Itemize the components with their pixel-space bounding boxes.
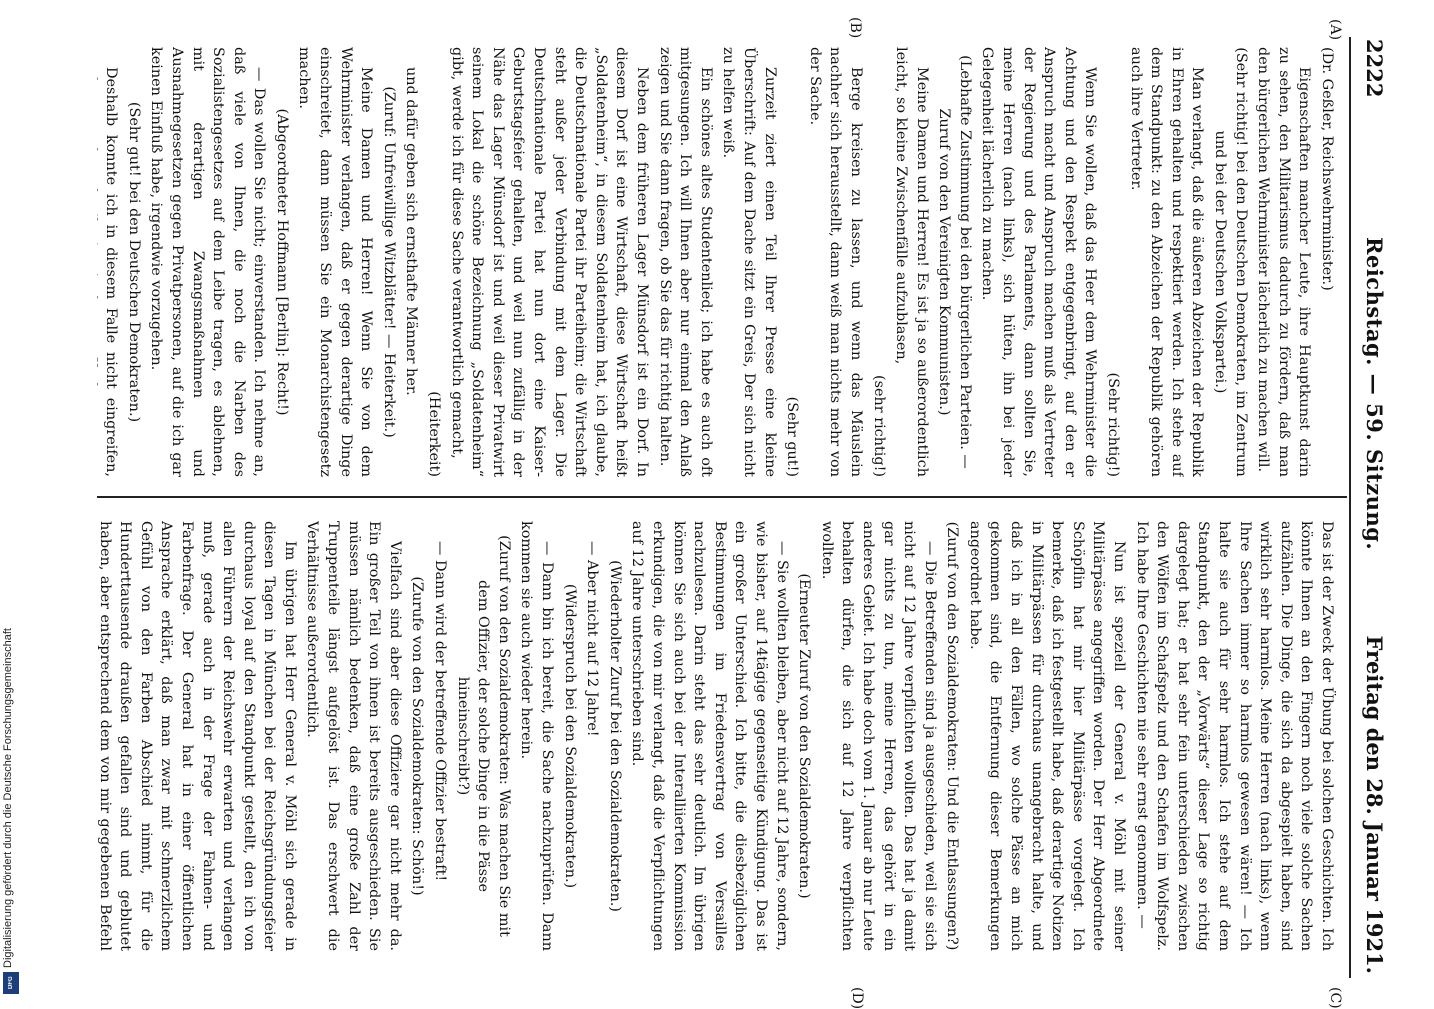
running-title: Reichstag. — 59. Sitzung. (1362, 237, 1387, 551)
left-column-paragraph: Wenn Sie wollen, daß das Heer dem Wehrminister die Achtung und den Respekt entgegenbringt, auf den er Anspruch macht und Anspruch machen muß als Vertreter der Regierung und des Parlaments, dann sollten Sie, meine Herren (nach links), sich hüten, ihn bei jeder Gelegenheit lächerlich zu machen. (979, 47, 1099, 477)
margin-mark-d: (D) (849, 987, 865, 1009)
left-column-paragraph: (Sehr richtig!) (1105, 372, 1122, 477)
right-column-paragraph: (Zurufe von den Sozialdemokraten: Schön!) (409, 576, 426, 896)
footer-credit: Digitalisierung gefördert durch die Deutsche Forschungsgemeinschaft (2, 628, 14, 968)
left-column-paragraph: Meine Damen und Herren! Wenn Sie von dem Wehrminister verlangen, daß er gegen derartige Dinge einschreitet, dann müssen Sie ein Monarchistengesetz machen. (296, 47, 375, 477)
right-column-paragraph: (Zuruf von den Sozialdemokraten: Und die Entlassungen?) (944, 521, 961, 951)
left-column-paragraph: (Sehr gut!) (784, 396, 801, 477)
right-column-paragraph: — Aber nicht auf 12 Jahre! (584, 541, 601, 737)
page-header (1355, 37, 1391, 978)
left-column-paragraph: Eigenschaften mancher Leute, ihre Hauptkunst darin zu sehen, den Militarismus dadurch zu fördern, daß man den bürgerlichen Wehrminister lächerlich zu machen will. (1255, 47, 1313, 477)
column-rule (97, 496, 1347, 498)
left-column-paragraph: Berge kreisen zu lassen, und wenn das Mäuslein nachher sich herausstellt, dann weiß man nichts mehr von der Sache. (806, 47, 864, 477)
left-column-paragraph: (Zuruf: Unfreiwillige Witzblätter! — Heiterkeit.) (380, 86, 397, 438)
margin-mark-b: (B) (847, 17, 863, 39)
right-column-paragraph: — Die Betreffenden sind ja ausgeschieden, weil sie sich nicht auf 12 Jahre verpflichten wollten. Das hat ja damit gar nichts zu tun, meine Herren, das gehört in ein anderes Gebiet. Ich habe doch vom 1. Januar ab nur Leute behalten dürfen, die sich auf 12 Jahre verpflichten wollten. (818, 521, 938, 951)
left-column-paragraph: (Sehr gut! bei den Deutschen Demokraten.) (125, 101, 142, 423)
left-column-paragraph: (Heiterkeit) (426, 391, 443, 477)
session-date: Freitag den 28. Januar 1921. (1362, 635, 1387, 974)
dfg-logo-icon (3, 972, 19, 994)
digitization-footer (2, 38, 20, 998)
left-column-paragraph: (Abgeordneter Hoffmann [Berlin]: Recht!) (273, 108, 290, 416)
rotated-sheet (91, 17, 1391, 1009)
left-column-paragraph: (Lebhafte Zustimmung bei den bürgerlichen Parteien. — Zuruf von den Vereinigten Kommunisten.) (936, 55, 973, 469)
right-column-paragraph: (Wiederholter Zuruf bei den Sozialdemokraten.) (606, 560, 623, 912)
right-column-paragraph: — Dann bin ich bereit, die Sache nachzuprüfen. Dann kommen sie auch wieder herein. (518, 521, 556, 951)
right-column-paragraph: (Erneuter Zuruf von den Sozialdemokraten.) (796, 573, 813, 899)
left-column-paragraph: und dafür geben sich ernsthafte Männer her. (403, 67, 420, 396)
left-column-paragraph: Meine Damen und Herren! Es ist ja so außerordentlich leicht, so kleine Zwischenfälle aufzublasen, (893, 47, 930, 477)
right-column-paragraph: Vielfach sind aber diese Offiziere gar nicht mehr da. Ein großer Teil von ihnen ist bereits ausgeschieden. Sie müssen nämlich bedenken, daß eine große Zahl der Truppenteile längst aufgelöst ist. Das erschwert die Verhältnisse außerordentlich. (304, 521, 403, 951)
left-column-paragraph: Zurzeit ziert einen Teil Ihrer Presse eine kleine Überschrift: Auf dem Dache sitzt ein Greis, Der sich nicht zu helfen weiß. (720, 47, 778, 477)
left-column-paragraph: Neben dem früheren Lager Münsdorf ist ein Dorf. In diesem Dorf ist eine Wirtschaft, diese Wirtschaft heißt „Soldatenheim“, in diesem Soldatenheim hat, ich glaube, die Deutschnationale Partei ihr Parteiheim; die Wirtschaft steht außer jeder Verbindung mit dem Lager. Die Deutschnationale Partei hat nun dort eine Kaiser-Geburtstagsfeier gehalten, und weil nun zufällig in der Nähe das Lager Münsdorf ist und weil dieser Privatwirt seinem Lokal die schöne Bezeichnung „Soldatenheim“ gibt, werde ich für diese Sache verantwortlich gemacht, (448, 47, 650, 477)
left-column (97, 47, 1337, 477)
left-column-paragraph: Ein schönes altes Studentenlied; ich habe es auch oft mitgesungen. Ich will Ihnen aber nur einmal den Anlaß zeigen und Sie dann fragen, ob Sie das für richtig halten. (656, 47, 714, 477)
right-column-paragraph: Nun ist speziell der General v. Möhl mit seiner Militärpässe angegriffen worden. Der Herr Abgeordnete Schöpflin hat mir hier Militärpässe vorgelegt. Ich bemerke, daß ich festgestellt habe, daß derartige Notizen in Militärpässen für durchaus unangebracht halte, und daß ich in all den Fällen, wo solche Pässe an mich gekommen sind, die Entfernung dieser Bemerkungen angeordnet habe. (966, 521, 1128, 951)
left-column-paragraph: Deshalb konnte ich in diesem Falle nicht eingreifen, (103, 67, 120, 477)
left-column-paragraph: Man verlangt, daß die äußeren Abzeichen der Republik in Ehren gehalten und respektiert werden. Ich stehe auf dem Standpunkt: zu den Abzeichen der Republik gehören auch ihre Vertreter. (1127, 47, 1206, 477)
right-column-paragraph: — Dann wird der betreffende Offizier bestraft! (432, 541, 449, 882)
dfg-logo-text: DFG (8, 976, 14, 990)
left-column-paragraph: (sehr richtig!) (870, 374, 887, 477)
page-number: 2222 (1362, 39, 1387, 98)
right-column-paragraph: — Sie wollten bleiben, aber nicht auf 12 Jahre, sondern, wie bisher, auf 14tägige gegenseitige Kündigung. Das ist ein großer Unterschied. Ich bitte, die diesbezüglichen Bestimmungen im Friedensvertrag von Versailles nachzulesen. Darin steht das sehr deutlich. Im übrigen können Sie sich auch bei der Interalliierten Kommission erkundigen, die von mir verlangt, daß die Verpflichtungen auf 12 Jahre unterschrieben sind. (629, 521, 790, 951)
right-column-paragraph: Das ist der Zweck der Übung bei solchen Geschichten. Ich könnte Ihnen an den Fingern noch viele solche Sachen aufzählen. Die Dinge, die sich da abgespielt haben, sind wirklich sehr harmlos. Meine Herren (nach links), wenn Ihre Sachen immer so harmlos gewesen wären! — Ich halte sie auch für sehr harmlos. Ich stehe auf dem Standpunkt, den der „Vorwärts“ dieser Lage so richtig dargelegt hat; er hat sehr fein unterschieden zwischen den Wölfen im Schafspelz und den Schafen im Wolfspelz. Ich habe Ihre Geschichten nie sehr ernst genommen. — (1133, 521, 1335, 951)
right-column-paragraph: (Zuruf von den Sozialdemokraten: Was machen Sie mit dem Offizier, der solche Dinge in die Pässe hineinschreibt?) (454, 535, 512, 937)
right-column-paragraph: Im übrigen hat Herr General v. Möhl sich gerade in diesen Tagen in München bei der Reichsgründungsfeier durchaus loyal auf den Standpunkt gestellt, den ich von allen Führern der Reichswehr erwarten und verlangen muß, gerade auch in der Frage der Fahnen- und Farbenfrage. Der General hat in einer öffentlichen Ansprache erklärt, daß man zwar mit schmerzlichem Gefühl von den Farben Abschied nimmt, für die Hunderttausende draußen gefallen sind und geblutet haben, aber entsprechend dem von mir gegebenen Befehl (97, 521, 298, 951)
right-column (97, 521, 1337, 951)
left-column-paragraph: (Dr. Geßler, Reichswehrminister.) (1319, 47, 1335, 291)
margin-mark-c: (C) (1327, 987, 1343, 1009)
margin-mark-a: (A) (1327, 19, 1343, 41)
header-rule (1349, 37, 1351, 978)
left-column-paragraph: (Sehr richtig! bei den Deutschen Demokraten, im Zentrum und bei der Deutschen Volkspartei.) (1212, 47, 1249, 477)
left-column-paragraph: — Das wollen Sie nicht; einverstanden. Ich nehme an, daß viele von Ihnen, die noch die Narben des Sozialistengesetzes auf dem Leibe tragen, es ablehnen, mit derartigen Zwangsmaßnahmen und Ausnahmegesetzen gegen Privatpersonen, auf die ich gar keinen Einfluß habe, irgendwie vorzugehen. (148, 47, 268, 477)
right-column-paragraph: (Widerspruch bei den Sozialdemokraten.) (561, 583, 578, 889)
